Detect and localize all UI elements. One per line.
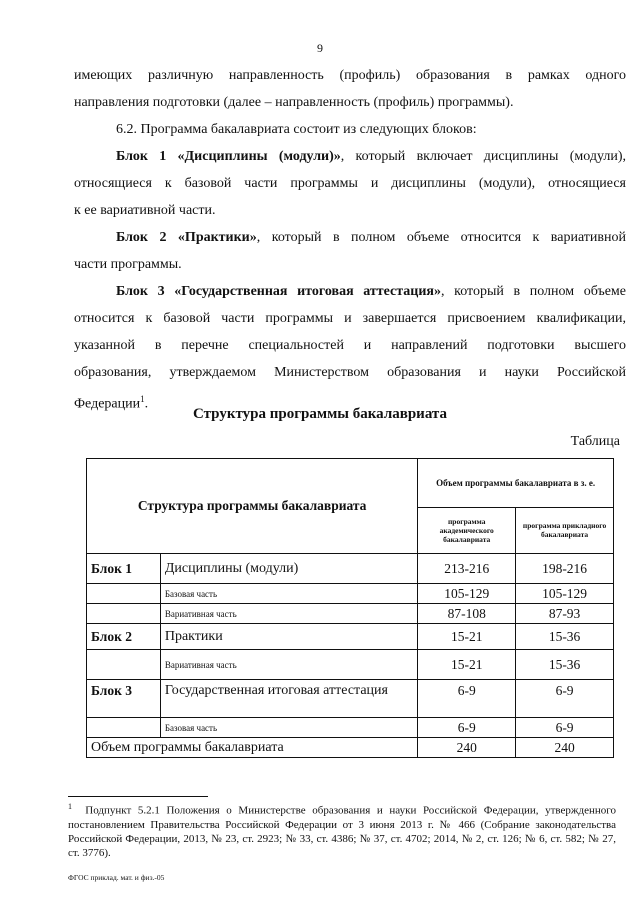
name-cell: Базовая часть — [160, 718, 417, 738]
footnote-divider — [68, 796, 208, 797]
academic-cell: 6-9 — [418, 680, 516, 718]
block-cell — [87, 604, 161, 624]
block1-title: Блок 1 «Дисциплины (модули)» — [116, 149, 341, 164]
name-cell: Базовая часть — [160, 584, 417, 604]
block2-title: Блок 2 «Практики» — [116, 230, 257, 245]
block-cell: Блок 3 — [87, 680, 161, 718]
total-applied: 240 — [516, 738, 614, 758]
name-cell: Вариативная часть — [160, 604, 417, 624]
paragraph-line: относящиеся к базовой части программы и дисциплины (модули), относящиеся — [74, 176, 626, 191]
table-row — [87, 650, 614, 680]
header-applied: программа прикладного бакалавриата — [516, 507, 614, 553]
block3-title: Блок 3 «Государственная итоговая аттестация» — [116, 284, 442, 299]
applied-cell: 198-216 — [516, 554, 614, 584]
table-row — [87, 584, 614, 604]
paragraph-line: части программы. — [74, 257, 182, 272]
block3-line — [74, 278, 626, 305]
page-number: 9 — [317, 41, 323, 55]
block3-text: , который в полном объеме — [441, 284, 626, 299]
footnote — [68, 800, 616, 860]
table-row — [87, 604, 614, 624]
academic-cell: 87-108 — [418, 604, 516, 624]
applied-cell: 6-9 — [516, 718, 614, 738]
paragraph-line: к ее вариативной части. — [74, 203, 216, 218]
paragraph-line: относится к базовой части программы и завершается присвоением квалификации, — [74, 311, 626, 326]
footnote-ref: 1 — [140, 394, 145, 404]
total-academic: 240 — [418, 738, 516, 758]
academic-cell: 15-21 — [418, 650, 516, 680]
table-title: Структура программы бакалавриата — [193, 406, 447, 422]
applied-cell: 105-129 — [516, 584, 614, 604]
block2-text: , который в полном объеме относится к вариативной — [256, 230, 627, 245]
name-cell: Практики — [160, 624, 417, 650]
paragraph-line: имеющих различную направленность (профиль) образования в рамках одного — [74, 68, 626, 83]
footnote-mark: 1 — [68, 802, 72, 811]
paragraph-text: Федерации — [74, 396, 141, 412]
paragraph-line: указанной в перечне специальностей и направлений подготовки высшего — [74, 338, 626, 353]
block-cell — [87, 650, 161, 680]
academic-cell: 213-216 — [418, 554, 516, 584]
footer-code: ФГОС приклад. мат. и физ.-05 — [68, 873, 165, 882]
footnote-text: Подпункт 5.2.1 Положения о Министерстве образования и науки Российской Федерации, утвержденного постановлением Правительства Российской Федерации от 3 июня 2013 г. № 466 (Собрание законодательства Российской Федерации, 2013, № 23, ст. 2923; № 33, ст. 4386; № 37, ст. 4702; 2014, № 2, ст. 126; № 6, ст. 582; № 27, ст. 3776). — [68, 804, 617, 859]
academic-cell: 15-21 — [418, 624, 516, 650]
table-row — [87, 680, 614, 718]
header-volume: Объем программы бакалавриата в з. е. — [418, 459, 614, 508]
academic-cell: 6-9 — [418, 718, 516, 738]
block2-line — [74, 224, 626, 251]
table-row — [87, 624, 614, 650]
block1-text: , который включает дисциплины (модули), — [340, 149, 626, 164]
applied-cell: 87-93 — [516, 604, 614, 624]
paragraph-line: 6.2. Программа бакалавриата состоит из следующих блоков: — [116, 122, 477, 137]
total-row — [87, 738, 614, 758]
applied-cell: 15-36 — [516, 624, 614, 650]
name-cell: Вариативная часть — [160, 650, 417, 680]
academic-cell: 105-129 — [418, 584, 516, 604]
name-cell: Дисциплины (модули) — [160, 554, 417, 584]
block-cell — [87, 718, 161, 738]
header-academic: программа академического бакалавриата — [418, 507, 516, 553]
paragraph-text: . — [144, 396, 149, 412]
paragraph-line: направления подготовки (далее – направленность (профиль) программы). — [74, 95, 514, 110]
block1-line — [74, 143, 626, 170]
table-row — [87, 554, 614, 584]
block-cell — [87, 584, 161, 604]
body-text — [74, 62, 626, 418]
name-cell: Государственная итоговая аттестация — [160, 680, 417, 718]
program-structure-table — [86, 458, 614, 758]
applied-cell: 15-36 — [516, 650, 614, 680]
table-row — [87, 718, 614, 738]
header-structure: Структура программы бакалавриата — [87, 459, 418, 554]
table-label: Таблица — [570, 434, 620, 449]
applied-cell: 6-9 — [516, 680, 614, 718]
block-cell: Блок 1 — [87, 554, 161, 584]
block-cell: Блок 2 — [87, 624, 161, 650]
total-label: Объем программы бакалавриата — [87, 738, 418, 758]
paragraph-line: образования, утверждаемом Министерством образования и науки Российской — [74, 365, 626, 380]
